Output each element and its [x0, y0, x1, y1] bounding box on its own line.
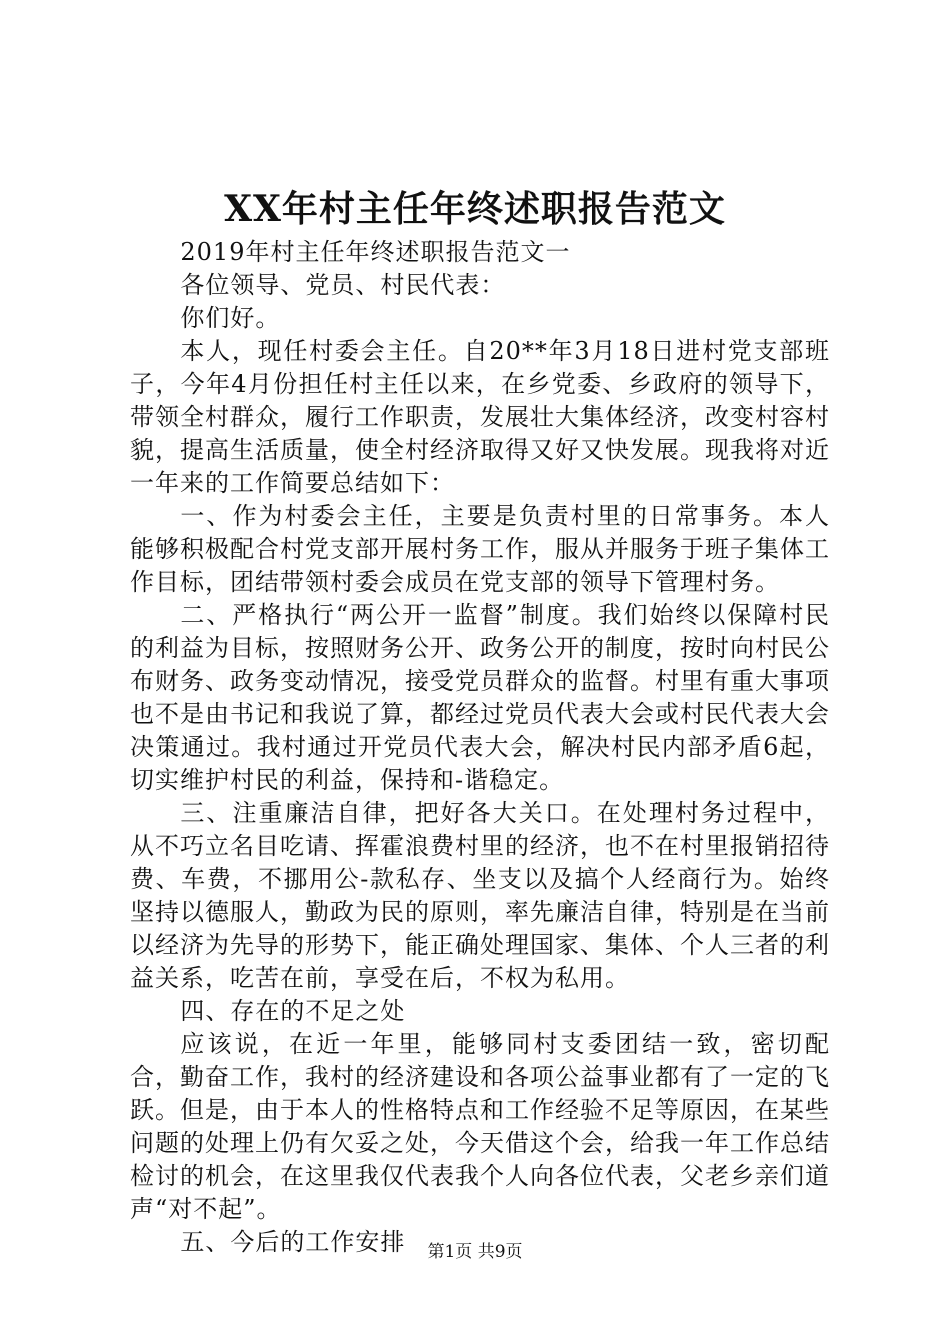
page-number-footer: 第1页 共9页: [427, 1242, 523, 1262]
paragraph-section-two: 二、严格执行“两公开一监督”制度。我们始终以保障村民的利益为目标，按照财务公开、政务公开的制度，按时向村民公布财务、政务变动情况，接受党员群众的监督。村里有重大事项也不是由书记和我说了算，都经过党员代表大会或村民代表大会决策通过。我村通过开党员代表大会，解决村民内部矛盾6起，切实维护村民的利益，保持和-谐稳定。: [130, 601, 830, 794]
paragraph-section-one: 一、作为村委会主任，主要是负责村里的日常事务。本人能够积极配合村党支部开展村务工作，服从并服务于班子集体工作目标，团结带领村委会成员在党支部的领导下管理村务。: [130, 502, 830, 596]
paragraph-introduction: 本人，现任村委会主任。自20**年3月18日进村党支部班子，今年4月份担任村主任以来，在乡党委、乡政府的领导下，带领全村群众，履行工作职责，发展壮大集体经济，改变村容村貌，提高生活质量，使全村经济取得又好又快发展。现我将对近一年来的工作简要总结如下：: [130, 337, 830, 497]
document-body: [130, 236, 830, 1259]
paragraph-subtitle: 2019年村主任年终述职报告范文一: [180, 238, 571, 266]
paragraph-greeting: 你们好。: [180, 304, 281, 332]
paragraph-salutation: 各位领导、党员、村民代表：: [180, 271, 506, 299]
paragraph-section-three: 三、注重廉洁自律，把好各大关口。在处理村务过程中，从不巧立名目吃请、挥霍浪费村里的经济，也不在村里报销招待费、车费，不挪用公-款私存、坐支以及搞个人经商行为。始终坚持以德服人，勤政为民的原则，率先廉洁自律，特别是在当前以经济为先导的形势下，能正确处理国家、集体、个人三者的利益关系，吃苦在前，享受在后，不权为私用。: [130, 799, 830, 992]
document-title: XX年村主任年终述职报告范文: [224, 188, 726, 230]
heading-section-five: 五、今后的工作安排: [180, 1228, 406, 1256]
heading-section-four: 四、存在的不足之处: [180, 997, 406, 1025]
paragraph-section-four: 应该说，在近一年里，能够同村支委团结一致，密切配合，勤奋工作，我村的经济建设和各项公益事业都有了一定的飞跃。但是，由于本人的性格特点和工作经验不足等原因，在某些问题的处理上仍有欠妥之处，今天借这个会，给我一年工作总结检讨的机会，在这里我仅代表我个人向各位代表，父老乡亲们道声“对不起”。: [130, 1030, 830, 1223]
